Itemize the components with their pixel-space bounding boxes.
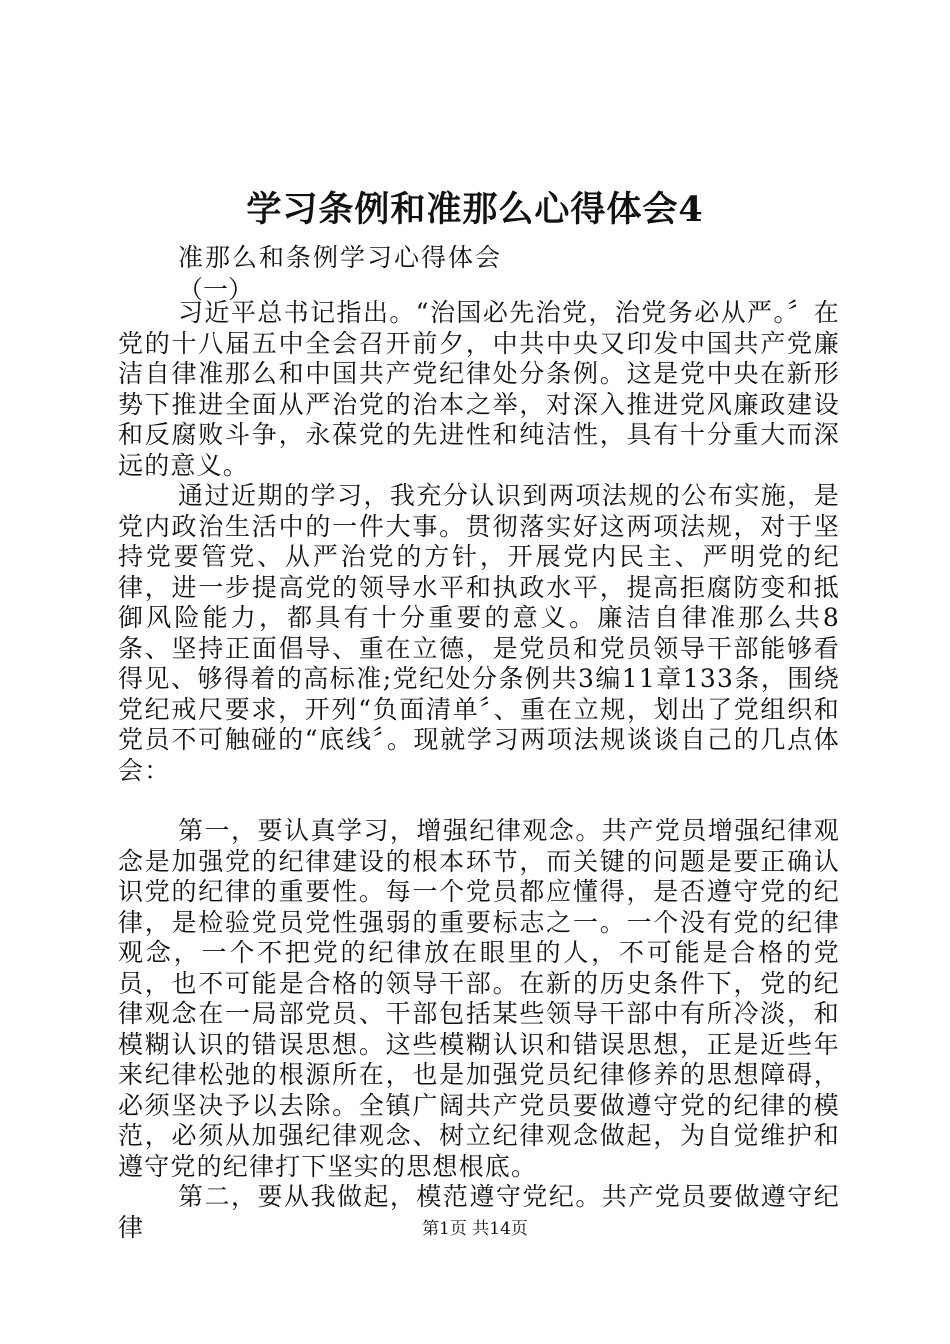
document-body bbox=[118, 298, 840, 1243]
page-number-footer: 第1页 共14页 bbox=[422, 1219, 528, 1239]
document-subtitle: 准那么和条例学习心得体会 bbox=[178, 243, 503, 272]
paragraph: 第二，要从我做起，模范遵守党纪。共产党员要做遵守纪律 bbox=[118, 1182, 840, 1242]
document-title: 学习条例和准那么心得体会4 bbox=[246, 189, 704, 230]
paragraph: 习近平总书记指出。“治国必先治党，治党务必从严。〞在党的十八届五中全会召开前夕，中共中央又印发中国共产党廉洁自律准那么和中国共产党纪律处分条例。这是党中央在新形势下推进全面从严治党的治本之举，对深入推进党风廉政建设和反腐败斗争，永葆党的先进性和纯洁性，具有十分重大而深远的意义。 bbox=[118, 298, 840, 480]
section-label: （一） bbox=[178, 275, 254, 304]
paragraph: 通过近期的学习，我充分认识到两项法规的公布实施，是党内政治生活中的一件大事。贯彻落实好这两项法规，对于坚持党要管党、从严治党的方针，开展党内民主、严明党的纪律，进一步提高党的领导水平和执政水平，提高拒腐防变和抵御风险能力，都具有十分重要的意义。廉洁自律准那么共8条、坚持正面倡导、重在立德，是党员和党员领导干部能够看得见、够得着的高标准;党纪处分条例共3编11章133条，围绕党纪戒尺要求，开列“负面清单〞、重在立规，划出了党组织和党员不可触碰的“底线〞。现就学习两项法规谈谈自己的几点体会： bbox=[118, 481, 840, 785]
paragraph: 第一，要认真学习，增强纪律观念。共产党员增强纪律观念是加强党的纪律建设的根本环节，而关键的问题是要正确认识党的纪律的重要性。每一个党员都应懂得，是否遵守党的纪律，是检验党员党性强弱的重要标志之一。一个没有党的纪律观念，一个不把党的纪律放在眼里的人，不可能是合格的党员，也不可能是合格的领导干部。在新的历史条件下，党的纪律观念在一局部党员、干部包括某些领导干部中有所冷淡，和模糊认识的错误思想。这些模糊认识和错误思想，正是近些年来纪律松弛的根源所在，也是加强党员纪律修养的思想障碍，必须坚决予以去除。全镇广阔共产党员要做遵守党的纪律的模范，必须从加强纪律观念、树立纪律观念做起，为自觉维护和遵守党的纪律打下坚实的思想根底。 bbox=[118, 816, 840, 1181]
